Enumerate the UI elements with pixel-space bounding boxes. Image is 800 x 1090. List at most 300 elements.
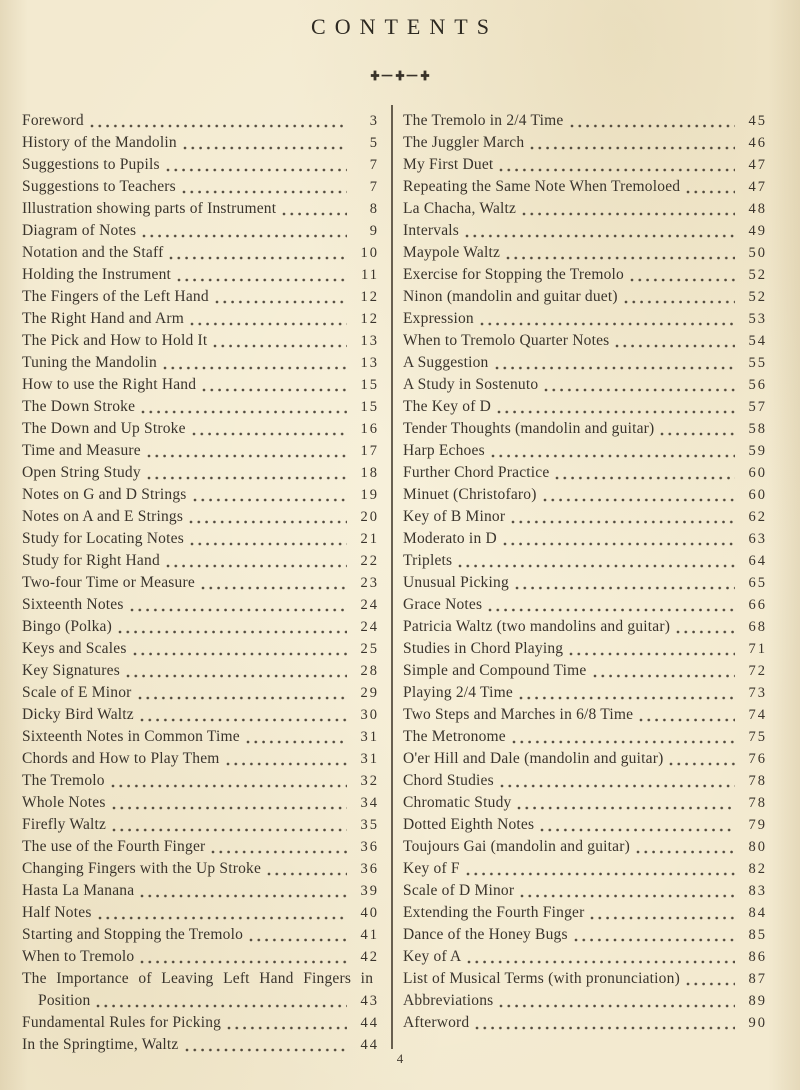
- toc-entry: [22, 572, 379, 594]
- dotted-leader: [512, 739, 735, 745]
- entry-title: The Tremolo: [22, 772, 105, 789]
- entry-title: Study for Right Hand: [22, 552, 160, 569]
- entry-title: Extending the Fourth Finger: [403, 904, 585, 921]
- toc-entry: [403, 528, 767, 550]
- toc-entry: [22, 154, 379, 176]
- entry-title: Starting and Stopping the Tremolo: [22, 926, 244, 943]
- entry-title: Chromatic Study: [403, 794, 512, 811]
- entry-page-number: 40: [360, 905, 379, 921]
- dotted-leader: [519, 695, 735, 701]
- dotted-leader: [190, 541, 347, 547]
- dotted-leader: [615, 343, 735, 349]
- toc-entry: [22, 990, 379, 1012]
- entry-title: Holding the Instrument: [22, 266, 172, 283]
- entry-title: Chords and How to Play Them: [22, 750, 220, 767]
- dotted-leader: [147, 475, 347, 481]
- dotted-leader: [540, 827, 735, 833]
- entry-page-number: 7: [369, 157, 379, 173]
- toc-entry: [403, 462, 767, 484]
- entry-title: Foreword: [22, 112, 84, 129]
- entry-title: Diagram of Notes: [22, 222, 137, 239]
- entry-title: Key of B Minor: [403, 508, 506, 525]
- entry-title: Studies in Chord Playing: [403, 640, 564, 657]
- dotted-leader: [488, 607, 735, 613]
- entry-page-number: 47: [748, 157, 767, 173]
- dotted-leader: [466, 871, 735, 877]
- entry-page-number: 75: [748, 729, 767, 745]
- toc-entry: [22, 858, 379, 880]
- dotted-leader: [499, 1003, 735, 1009]
- dotted-leader: [574, 937, 735, 943]
- entry-title: Minuet (Christofaro): [403, 486, 537, 503]
- toc-entry: [22, 660, 379, 682]
- toc-entry: [22, 462, 379, 484]
- entry-page-number: 12: [360, 311, 379, 327]
- toc-entry: [403, 330, 767, 352]
- dotted-leader: [112, 805, 347, 811]
- entry-page-number: 8: [369, 201, 379, 217]
- entry-page-number: 16: [360, 421, 379, 437]
- dotted-leader: [96, 1003, 347, 1009]
- entry-page-number: 53: [748, 311, 767, 327]
- toc-entry: [22, 924, 379, 946]
- dotted-leader: [215, 299, 347, 305]
- entry-page-number: 9: [369, 223, 379, 239]
- toc-entry: [403, 924, 767, 946]
- toc-entry: [22, 330, 379, 352]
- entry-title: Patricia Waltz (two mandolins and guitar): [403, 618, 671, 635]
- entry-page-number: 41: [360, 927, 379, 943]
- toc-entry: [22, 198, 379, 220]
- entry-page-number: 10: [360, 245, 379, 261]
- toc-entry: [22, 242, 379, 264]
- entry-title: The Pick and How to Hold It: [22, 332, 208, 349]
- dotted-leader: [495, 365, 735, 371]
- entry-title: O'er Hill and Dale (mandolin and guitar): [403, 750, 664, 767]
- dotted-leader: [133, 651, 347, 657]
- dotted-leader: [189, 519, 347, 525]
- entry-title: The Right Hand and Arm: [22, 310, 184, 327]
- toc-entry: [403, 154, 767, 176]
- entry-page-number: 15: [360, 399, 379, 415]
- entry-page-number: 12: [360, 289, 379, 305]
- entry-title: Scale of E Minor: [22, 684, 132, 701]
- entry-title: Triplets: [403, 552, 453, 569]
- toc-entry: [403, 506, 767, 528]
- entry-title: Further Chord Practice: [403, 464, 550, 481]
- dotted-leader: [249, 937, 347, 943]
- dotted-leader: [639, 717, 735, 723]
- toc-entry: [22, 880, 379, 902]
- entry-title: Maypole Waltz: [403, 244, 501, 261]
- dotted-leader: [465, 233, 735, 239]
- entry-title: The Juggler March: [403, 134, 525, 151]
- dotted-leader: [624, 299, 735, 305]
- dotted-leader: [500, 783, 735, 789]
- entry-page-number: 24: [360, 597, 379, 613]
- entry-page-number: 74: [748, 707, 767, 723]
- entry-page-number: 30: [360, 707, 379, 723]
- entry-title: Afterword: [403, 1014, 470, 1031]
- toc-entry: [22, 440, 379, 462]
- entry-page-number: 79: [748, 817, 767, 833]
- entry-page-number: 60: [748, 487, 767, 503]
- toc-entry: [403, 682, 767, 704]
- entry-page-number: 44: [360, 1037, 379, 1053]
- dotted-leader: [593, 673, 735, 679]
- toc-entry: [403, 1012, 767, 1034]
- toc-entry: [22, 286, 379, 308]
- toc-entry: [403, 264, 767, 286]
- dotted-leader: [138, 695, 347, 701]
- entry-page-number: 34: [360, 795, 379, 811]
- dotted-leader: [636, 849, 735, 855]
- entry-page-number: 44: [360, 1015, 379, 1031]
- entry-title: The Down and Up Stroke: [22, 420, 186, 437]
- entry-title: Intervals: [403, 222, 460, 239]
- toc-entry: [403, 946, 767, 968]
- entry-page-number: 48: [748, 201, 767, 217]
- dotted-leader: [227, 1025, 347, 1031]
- toc-entry: [403, 396, 767, 418]
- entry-page-number: 28: [360, 663, 379, 679]
- entry-page-number: 46: [748, 135, 767, 151]
- entry-title: Sixteenth Notes in Common Time: [22, 728, 240, 745]
- entry-title: The Metronome: [403, 728, 506, 745]
- dotted-leader: [630, 277, 735, 283]
- entry-page-number: 24: [360, 619, 379, 635]
- entry-title: The Tremolo in 2/4 Time: [403, 112, 564, 129]
- toc-entry: [22, 528, 379, 550]
- entry-page-number: 52: [748, 267, 767, 283]
- toc-entry: [22, 726, 379, 748]
- entry-page-number: 72: [748, 663, 767, 679]
- dotted-leader: [555, 475, 735, 481]
- entry-title: Sixteenth Notes: [22, 596, 124, 613]
- entry-title: Scale of D Minor: [403, 882, 515, 899]
- entry-page-number: 31: [360, 751, 379, 767]
- toc-entry: [22, 704, 379, 726]
- entry-page-number: 13: [360, 355, 379, 371]
- entry-page-number: 73: [748, 685, 767, 701]
- entry-page-number: 52: [748, 289, 767, 305]
- entry-page-number: 43: [360, 993, 379, 1009]
- toc-entry: [22, 506, 379, 528]
- toc-entry: [403, 440, 767, 462]
- dotted-leader: [520, 893, 735, 899]
- entry-title: The Key of D: [403, 398, 492, 415]
- entry-page-number: 84: [748, 905, 767, 921]
- dotted-leader: [544, 387, 735, 393]
- toc-entry: [22, 484, 379, 506]
- entry-page-number: 90: [748, 1015, 767, 1031]
- entry-page-number: 47: [748, 179, 767, 195]
- dotted-leader: [140, 717, 347, 723]
- dotted-leader: [491, 453, 735, 459]
- entry-title: When to Tremolo Quarter Notes: [403, 332, 610, 349]
- dotted-leader: [569, 651, 735, 657]
- entry-page-number: 58: [748, 421, 767, 437]
- dotted-leader: [90, 123, 347, 129]
- dotted-leader: [190, 321, 347, 327]
- toc-entry: [22, 616, 379, 638]
- entry-page-number: 68: [748, 619, 767, 635]
- toc-entry: [403, 616, 767, 638]
- toc-entry: [403, 902, 767, 924]
- dotted-leader: [183, 145, 347, 151]
- entry-title: Suggestions to Teachers: [22, 178, 176, 195]
- dotted-leader: [226, 761, 347, 767]
- dotted-leader: [475, 1025, 735, 1031]
- toc-entry: [403, 374, 767, 396]
- entry-title: Illustration showing parts of Instrument: [22, 200, 277, 217]
- entry-title: How to use the Right Hand: [22, 376, 197, 393]
- entry-page-number: 22: [360, 553, 379, 569]
- dotted-leader: [686, 189, 735, 195]
- entry-title: A Study in Sostenuto: [403, 376, 539, 393]
- entry-title: Grace Notes: [403, 596, 483, 613]
- dotted-leader: [282, 211, 347, 217]
- dotted-leader: [141, 409, 347, 415]
- entry-page-number: 57: [748, 399, 767, 415]
- toc-entry: [22, 902, 379, 924]
- entry-title: Exercise for Stopping the Tremolo: [403, 266, 624, 283]
- entry-title: The Down Stroke: [22, 398, 136, 415]
- entry-page-number: 80: [748, 839, 767, 855]
- entry-title: Firefly Waltz: [22, 816, 107, 833]
- toc-entry: [22, 220, 379, 242]
- entry-page-number: 3: [369, 113, 379, 129]
- dotted-leader: [543, 497, 735, 503]
- entry-page-number: 89: [748, 993, 767, 1009]
- entry-title: Notation and the Staff: [22, 244, 164, 261]
- dotted-leader: [98, 915, 347, 921]
- entry-page-number: 50: [748, 245, 767, 261]
- entry-title: Dance of the Honey Bugs: [403, 926, 568, 943]
- entry-title: Whole Notes: [22, 794, 106, 811]
- entry-title: Key of F: [403, 860, 460, 877]
- entry-title: My First Duet: [403, 156, 494, 173]
- dotted-leader: [163, 365, 347, 371]
- toc-entry: [403, 550, 767, 572]
- entry-title: List of Musical Terms (with pronunciation): [403, 970, 680, 987]
- toc-entry: [403, 748, 767, 770]
- dotted-leader: [211, 849, 347, 855]
- entry-title: Two Steps and Marches in 6/8 Time: [403, 706, 634, 723]
- entry-page-number: 17: [360, 443, 379, 459]
- dotted-leader: [118, 629, 347, 635]
- page-title: CONTENTS: [311, 14, 498, 39]
- entry-title: Key Signatures: [22, 662, 120, 679]
- entry-title: Abbreviations: [403, 992, 494, 1009]
- dotted-leader: [192, 431, 347, 437]
- dotted-leader: [130, 607, 347, 613]
- entry-page-number: 31: [360, 729, 379, 745]
- toc-entry: [403, 836, 767, 858]
- dotted-leader: [202, 387, 347, 393]
- entry-title: Bingo (Polka): [22, 618, 112, 635]
- toc-entry: [403, 418, 767, 440]
- toc-entry: [403, 594, 767, 616]
- dotted-leader: [458, 563, 735, 569]
- entry-title: Two-four Time or Measure: [22, 574, 195, 591]
- entry-page-number: 63: [748, 531, 767, 547]
- dotted-leader: [140, 959, 347, 965]
- toc-entry: [403, 242, 767, 264]
- entry-page-number: 36: [360, 861, 379, 877]
- entry-title: Harp Echoes: [403, 442, 485, 459]
- toc-entry: [22, 748, 379, 770]
- entry-title: Key of A: [403, 948, 462, 965]
- entry-page-number: 87: [748, 971, 767, 987]
- dotted-leader: [182, 189, 347, 195]
- toc-entry: [403, 198, 767, 220]
- toc-entry: [403, 726, 767, 748]
- entry-page-number: 39: [360, 883, 379, 899]
- toc-entry: [403, 638, 767, 660]
- entry-title: Dotted Eighth Notes: [403, 816, 535, 833]
- dotted-leader: [499, 167, 735, 173]
- toc-entry: [403, 110, 767, 132]
- entry-title: History of the Mandolin: [22, 134, 177, 151]
- toc-entry: [22, 638, 379, 660]
- toc-entry: [403, 572, 767, 594]
- entry-page-number: 21: [360, 531, 379, 547]
- toc-entry: [22, 594, 379, 616]
- dotted-leader: [503, 541, 735, 547]
- dotted-leader: [669, 761, 735, 767]
- dotted-leader: [506, 255, 735, 261]
- entry-page-number: 25: [360, 641, 379, 657]
- entry-title: A Suggestion: [403, 354, 489, 371]
- entry-title: Position: [38, 992, 91, 1009]
- entry-page-number: 36: [360, 839, 379, 855]
- toc-entry: [22, 396, 379, 418]
- entry-title: The Fingers of the Left Hand: [22, 288, 209, 305]
- entry-page-number: 29: [360, 685, 379, 701]
- dotted-leader: [676, 629, 735, 635]
- entry-title: Tender Thoughts (mandolin and guitar): [403, 420, 655, 437]
- toc-entry: [22, 1012, 379, 1034]
- dotted-leader: [142, 233, 347, 239]
- entry-title: When to Tremolo: [22, 948, 135, 965]
- toc-entry: [22, 176, 379, 198]
- entry-page-number: 20: [360, 509, 379, 525]
- entry-title: Dicky Bird Waltz: [22, 706, 134, 723]
- entry-page-number: 83: [748, 883, 767, 899]
- toc-entry: [403, 660, 767, 682]
- entry-page-number: 45: [748, 113, 767, 129]
- dotted-leader: [213, 343, 347, 349]
- dotted-leader: [480, 321, 735, 327]
- entry-title: Simple and Compound Time: [403, 662, 587, 679]
- toc-entry: [22, 110, 379, 132]
- toc-entry: [403, 132, 767, 154]
- entry-title: Tuning the Mandolin: [22, 354, 157, 371]
- entry-title: Hasta La Manana: [22, 882, 135, 899]
- toc-entry: [403, 286, 767, 308]
- entry-title: Repeating the Same Note When Tremoloed: [403, 178, 681, 195]
- entry-page-number: 82: [748, 861, 767, 877]
- dotted-leader: [530, 145, 735, 151]
- toc-entry: [22, 836, 379, 858]
- dotted-leader: [517, 805, 735, 811]
- toc-entry: [403, 792, 767, 814]
- toc-entry: [403, 484, 767, 506]
- entry-page-number: 78: [748, 795, 767, 811]
- entry-page-number: 49: [748, 223, 767, 239]
- column-divider: [391, 105, 393, 1049]
- entry-page-number: 76: [748, 751, 767, 767]
- entry-page-number: 65: [748, 575, 767, 591]
- toc-entry: [22, 418, 379, 440]
- entry-title: Open String Study: [22, 464, 141, 481]
- toc-entry: [22, 264, 379, 286]
- dotted-leader: [267, 871, 347, 877]
- toc-entry: [22, 814, 379, 836]
- toc-entry: [403, 858, 767, 880]
- entry-page-number: 54: [748, 333, 767, 349]
- dotted-leader: [660, 431, 735, 437]
- toc-entry: [22, 550, 379, 572]
- dotted-leader: [166, 563, 347, 569]
- entry-page-number: 78: [748, 773, 767, 789]
- entry-title: In the Springtime, Waltz: [22, 1036, 179, 1053]
- dotted-leader: [147, 453, 347, 459]
- entry-title: Half Notes: [22, 904, 92, 921]
- entry-page-number: 59: [748, 443, 767, 459]
- dotted-leader: [201, 585, 347, 591]
- entry-page-number: 7: [369, 179, 379, 195]
- toc-entry: [403, 968, 767, 990]
- toc-entry: [22, 374, 379, 396]
- entry-page-number: 13: [360, 333, 379, 349]
- folio-page-number: 4: [396, 1051, 404, 1066]
- entry-page-number: 32: [360, 773, 379, 789]
- dotted-leader: [515, 585, 735, 591]
- dotted-leader: [126, 673, 347, 679]
- cross-dash-ornament-icon: [0, 70, 800, 81]
- toc-entry: [22, 946, 379, 968]
- entry-page-number: 64: [748, 553, 767, 569]
- entry-page-number: 11: [361, 267, 379, 283]
- entry-page-number: 35: [360, 817, 379, 833]
- toc-entry: [403, 770, 767, 792]
- toc-entry: [403, 990, 767, 1012]
- entry-title: Keys and Scales: [22, 640, 127, 657]
- dotted-leader: [193, 497, 347, 503]
- dotted-leader: [177, 277, 347, 283]
- dotted-leader: [497, 409, 735, 415]
- toc-entry: [22, 770, 379, 792]
- entry-title: La Chacha, Waltz: [403, 200, 517, 217]
- dotted-leader: [111, 783, 347, 789]
- entry-title: Fundamental Rules for Picking: [22, 1014, 222, 1031]
- dotted-leader: [140, 893, 347, 899]
- toc-entry: [22, 308, 379, 330]
- dotted-leader: [686, 981, 735, 987]
- dotted-leader: [590, 915, 735, 921]
- entry-page-number: 60: [748, 465, 767, 481]
- dotted-leader: [511, 519, 735, 525]
- entry-page-number: 18: [360, 465, 379, 481]
- dotted-leader: [522, 211, 735, 217]
- entry-page-number: 85: [748, 927, 767, 943]
- toc-column-right: [403, 110, 767, 1034]
- entry-title: Time and Measure: [22, 442, 141, 459]
- entry-title: Playing 2/4 Time: [403, 684, 514, 701]
- dotted-leader: [467, 959, 735, 965]
